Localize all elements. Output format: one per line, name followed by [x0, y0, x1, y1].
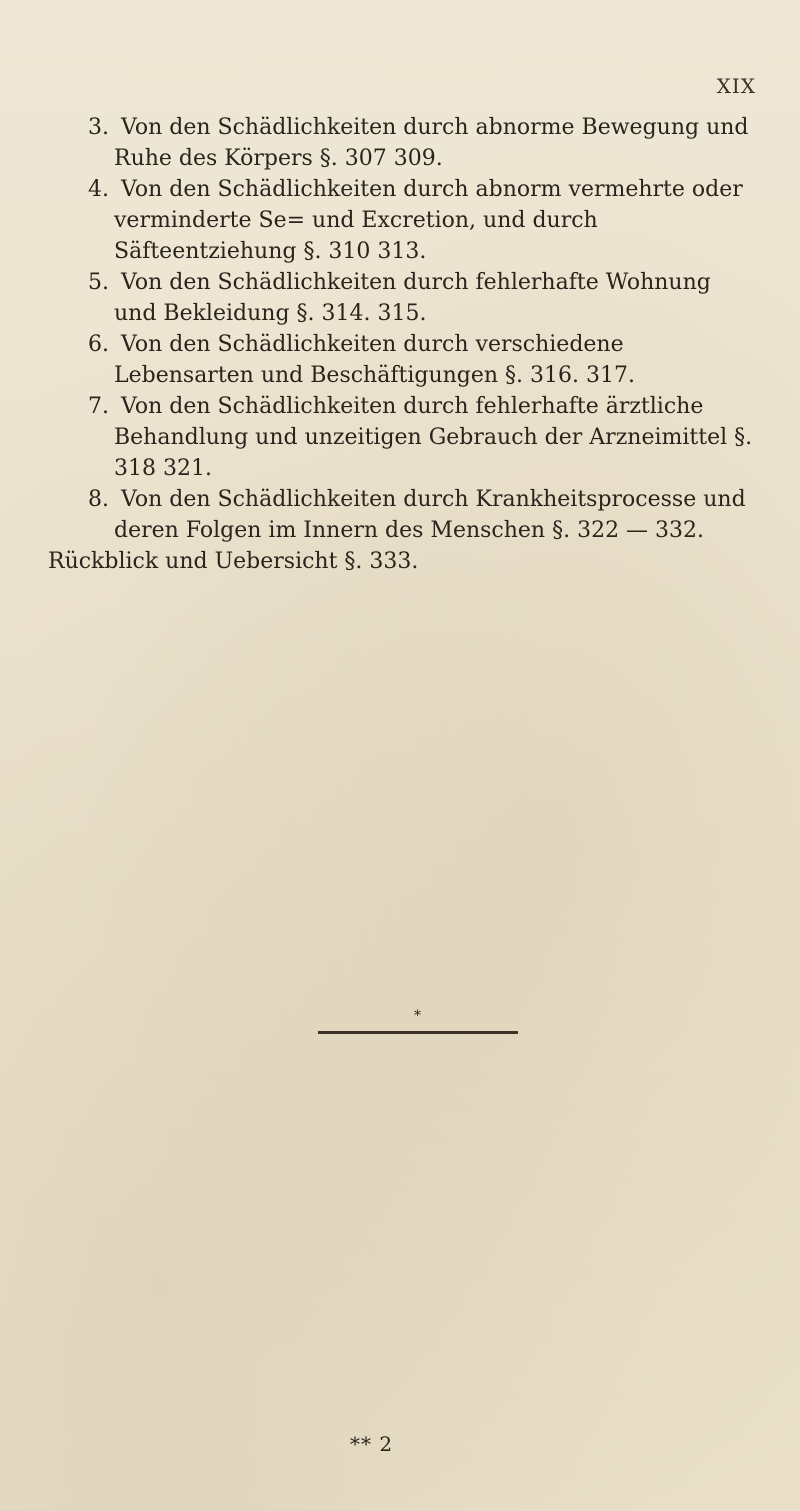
entry-text: Von den Schädlichkeiten durch fehlerhafte Wohnung und Bekleidung §. 314. 315. — [114, 270, 711, 326]
ornament-star: * — [414, 1008, 421, 1024]
entry-text: Von den Schädlichkeiten durch Krankheitsprocesse und deren Folgen im Innern des Menschen §. 322 — 332. — [114, 487, 746, 543]
entry-number: 5. — [88, 270, 109, 295]
toc-entry — [74, 391, 760, 484]
toc-entry — [74, 267, 760, 329]
toc-closing-entry: Rückblick und Uebersicht §. 333. — [48, 549, 419, 574]
toc-entry — [74, 174, 760, 267]
section-divider-rule — [318, 1031, 518, 1034]
toc-entry — [74, 329, 760, 391]
entry-number: 3. — [88, 115, 109, 140]
entry-text: Von den Schädlichkeiten durch abnorm vermehrte oder verminderte Se= und Excretion, und durch Säfteentziehung §. 310 313. — [114, 177, 743, 264]
toc-entry — [74, 484, 760, 546]
table-of-contents — [48, 112, 760, 577]
entry-number: 7. — [88, 394, 109, 419]
entry-number: 4. — [88, 177, 109, 202]
entry-number: 8. — [88, 487, 109, 512]
printer-signature-mark: ** 2 — [350, 1432, 394, 1456]
toc-entry — [74, 112, 760, 174]
entry-text: Von den Schädlichkeiten durch fehlerhafte ärztliche Behandlung und unzeitigen Gebrauch der Arzneimittel §. 318 321. — [114, 394, 753, 481]
entry-text: Von den Schädlichkeiten durch verschiedene Lebensarten und Beschäftigungen §. 316. 317. — [114, 332, 635, 388]
entry-number: 6. — [88, 332, 109, 357]
entry-text: Von den Schädlichkeiten durch abnorme Bewegung und Ruhe des Körpers §. 307 309. — [114, 115, 749, 171]
page-number-roman: XIX — [716, 74, 756, 98]
